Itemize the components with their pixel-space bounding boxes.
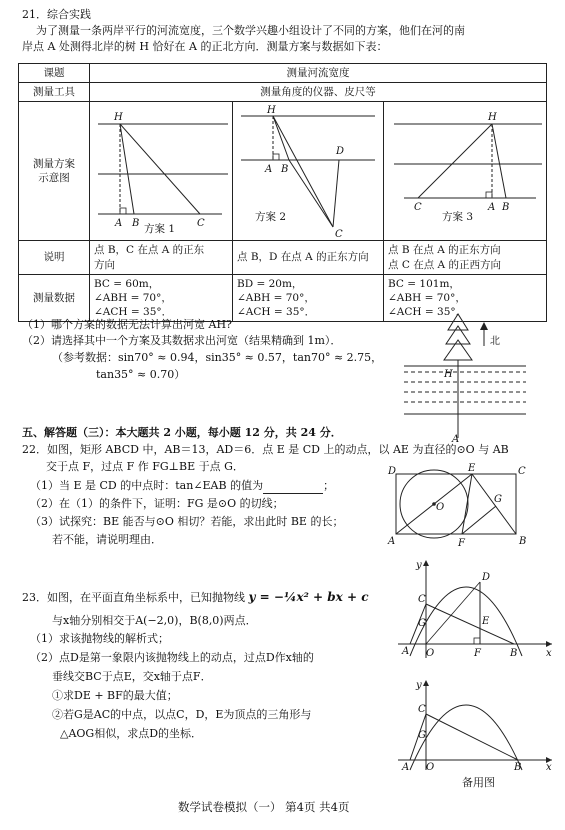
q22-line2: 交于点 F，过点 F 作 FG⊥BE 于点 G．	[46, 460, 244, 473]
main-label-c: C	[418, 594, 426, 605]
rect-label-a: A	[388, 536, 396, 547]
q23-sub2-line2: 垂线交BC于点E，交x轴于点F．	[52, 670, 212, 683]
spare-label-b: B	[514, 762, 522, 772]
diagram-label-line1: 测量方案	[33, 158, 75, 171]
rect-label-e: E	[468, 463, 476, 474]
plan3-caption: 方案 3	[442, 211, 474, 224]
q21-ref-line2: tan35° ≈ 0.70）	[96, 368, 186, 381]
rect-label-c: C	[518, 466, 526, 477]
plan1-cell	[90, 102, 233, 241]
parabola-equation: y = −¼x² + bx + c	[248, 590, 369, 604]
spare-axis-label-y: y	[416, 680, 422, 691]
note-plan2: 点 B，D 在点 A 的正东方向	[233, 241, 384, 274]
plan2-caption: 方案 2	[255, 211, 287, 224]
north-label: 北	[490, 336, 500, 347]
data-plan1-ach: ∠ACH = 35°．	[94, 306, 173, 319]
q23-sub2-line3: ①求DE + BF的最大值；	[52, 689, 178, 702]
plan1-label-a: A	[115, 218, 123, 230]
q22-sub2: （2）在（1）的条件下，证明：FG 是⊙O 的切线；	[30, 497, 284, 510]
spare-label-o: O	[426, 762, 435, 772]
table-row-tool	[19, 83, 547, 102]
note-plan1-line1: 点 B，C 在点 A 的正东	[94, 244, 205, 257]
q21-intro-line1: 为了测量一条两岸平行的河流宽度，三个数学兴趣小组设计了不同的方案，他们在河的南	[36, 24, 465, 37]
plan2-label-d: D	[336, 146, 345, 158]
spare-label-g: G	[418, 730, 426, 741]
data-plan2-ach: ∠ACH = 35°．	[237, 306, 316, 319]
q23-sub2-line4: ②若G是AC的中点，以点C，D，E为顶点的三角形与	[52, 708, 312, 721]
q22-sub3-line1: （3）试探究：BE 能否与⊙O 相切？若能，求出此时 BE 的长；	[30, 515, 344, 528]
tool-value: 测量角度的仪器、皮尺等	[90, 83, 547, 102]
page-footer: 数学试卷模拟（一） 第4页 共4页	[178, 800, 350, 814]
data-plan3-abh: ∠ABH = 70°，	[388, 291, 466, 304]
river-figure	[400, 310, 530, 442]
river-label-h: H	[444, 369, 453, 380]
spare-figure-label: 备用图	[462, 776, 495, 789]
plan3-cell	[384, 102, 547, 241]
answer-blank[interactable]	[263, 482, 323, 494]
data-label: 测量数据	[19, 274, 90, 322]
main-label-f: F	[474, 648, 481, 659]
parabola-figure-main	[396, 558, 556, 660]
subject-value: 测量河流宽度	[90, 64, 547, 83]
diagram-label-line2: 示意图	[38, 172, 70, 185]
main-label-e: E	[482, 616, 490, 627]
spare-label-a: A	[402, 762, 410, 772]
q21-sub1: （1）哪个方案的数据无法计算出河宽 AH?	[22, 318, 232, 331]
subject-label: 课题	[19, 64, 90, 83]
plan1-diagram	[90, 102, 232, 240]
plan2-label-c: C	[335, 229, 343, 241]
rect-label-f: F	[458, 538, 465, 548]
q23-sub1: （1）求该抛物线的解析式；	[30, 632, 169, 645]
q21-heading	[22, 8, 91, 23]
table-row-note	[19, 241, 547, 274]
plan2-label-a: A	[265, 164, 273, 176]
data-plan2-abh: ∠ABH = 70°，	[237, 291, 315, 304]
plan1-caption: 方案 1	[144, 223, 176, 236]
q22-sub1-text: （1）当 E 是 CD 的中点时：tan∠EAB 的值为	[30, 479, 264, 492]
note-label: 说明	[19, 241, 90, 274]
data-plan3-ach: ∠ACH = 35°．	[388, 306, 467, 319]
q23-line1-text: 23．如图，在平面直角坐标系中，已知抛物线	[22, 591, 245, 604]
q21-intro-line2: 岸点 A 处测得北岸的树 H 恰好在 A 的正北方向．测量方案与数据如下表：	[22, 40, 388, 53]
spare-axis-label-x: x	[546, 762, 552, 772]
plan1-label-h: H	[114, 112, 123, 124]
plan2-label-b: B	[281, 164, 289, 176]
plan3-label-b: B	[502, 202, 510, 214]
rect-label-g: G	[494, 494, 502, 505]
rect-label-o: O	[436, 502, 445, 513]
main-label-o: O	[426, 648, 435, 659]
q23-line1	[22, 589, 369, 606]
river-label-a: A	[452, 434, 460, 442]
note-plan3-line1: 点 B 在点 A 的正东方向	[388, 244, 501, 257]
data-plan1-abh: ∠ABH = 70°，	[94, 291, 172, 304]
plan3-label-a: A	[488, 202, 496, 214]
data-plan3-bc: BC = 101m，	[388, 277, 460, 290]
q21-number: 21．	[22, 8, 47, 21]
parabola-figure-spare	[396, 676, 556, 772]
q22-sub1	[30, 479, 334, 494]
note-plan3-line2: 点 C 在点 A 的正西方向	[388, 258, 501, 271]
diagram-label	[19, 102, 90, 241]
q22-sub1-end: ；	[323, 479, 335, 492]
rect-label-b: B	[519, 536, 527, 547]
section5-heading: 五、解答题（三）：本大题共 2 小题，每小题 12 分，共 24 分．	[22, 426, 342, 439]
data-plan2	[233, 274, 384, 322]
plan1-label-c: C	[197, 218, 205, 230]
spare-label-c: C	[418, 704, 426, 715]
plan3-label-c: C	[414, 202, 422, 214]
q22-line1: 22．如图，矩形 ABCD 中，AB＝13，AD＝6．点 E 是 CD 上的动点，以 AE 为直径的⊙O 与 AB	[22, 443, 509, 456]
data-plan1	[90, 274, 233, 322]
axis-label-y: y	[416, 560, 422, 571]
main-label-d: D	[482, 572, 491, 583]
note-plan1-line2: 方向	[94, 258, 115, 271]
q21-ref-line1: （参考数据：sin70° ≈ 0.94，sin35° ≈ 0.57，tan70° ≈ 2.75，	[52, 351, 383, 364]
note-plan1	[90, 241, 233, 274]
q23-line2: 与x轴分别相交于A(−2,0)，B(8,0)两点．	[52, 614, 257, 627]
q22-sub3-line2: 若不能，请说明理由．	[52, 533, 162, 546]
table-row-subject	[19, 64, 547, 83]
data-plan1-bc: BC = 60m，	[94, 277, 160, 290]
table-row-diagram	[19, 102, 547, 241]
rectangle-circle-figure	[384, 462, 544, 548]
q23-sub2-line5: △AOG相似，求点D的坐标．	[60, 727, 203, 740]
tool-label: 测量工具	[19, 83, 90, 102]
main-label-a: A	[402, 646, 410, 657]
main-label-b: B	[510, 648, 518, 659]
rect-label-d: D	[388, 466, 397, 477]
plan3-label-h: H	[488, 112, 497, 124]
main-label-g: G	[418, 618, 426, 629]
survey-table	[18, 63, 547, 322]
data-plan2-bd: BD = 20m，	[237, 277, 303, 290]
note-plan3	[384, 241, 547, 274]
q21-title: 综合实践	[47, 8, 91, 21]
q21-sub2: （2）请选择其中一个方案及其数据求出河宽（结果精确到 1m）．	[22, 334, 342, 347]
plan2-label-h: H	[267, 105, 276, 117]
plan1-label-b: B	[132, 218, 140, 230]
q23-sub2-line1: （2）点D是第一象限内该抛物线上的动点，过点D作x轴的	[30, 651, 314, 664]
axis-label-x: x	[546, 648, 552, 659]
plan2-cell	[233, 102, 384, 241]
